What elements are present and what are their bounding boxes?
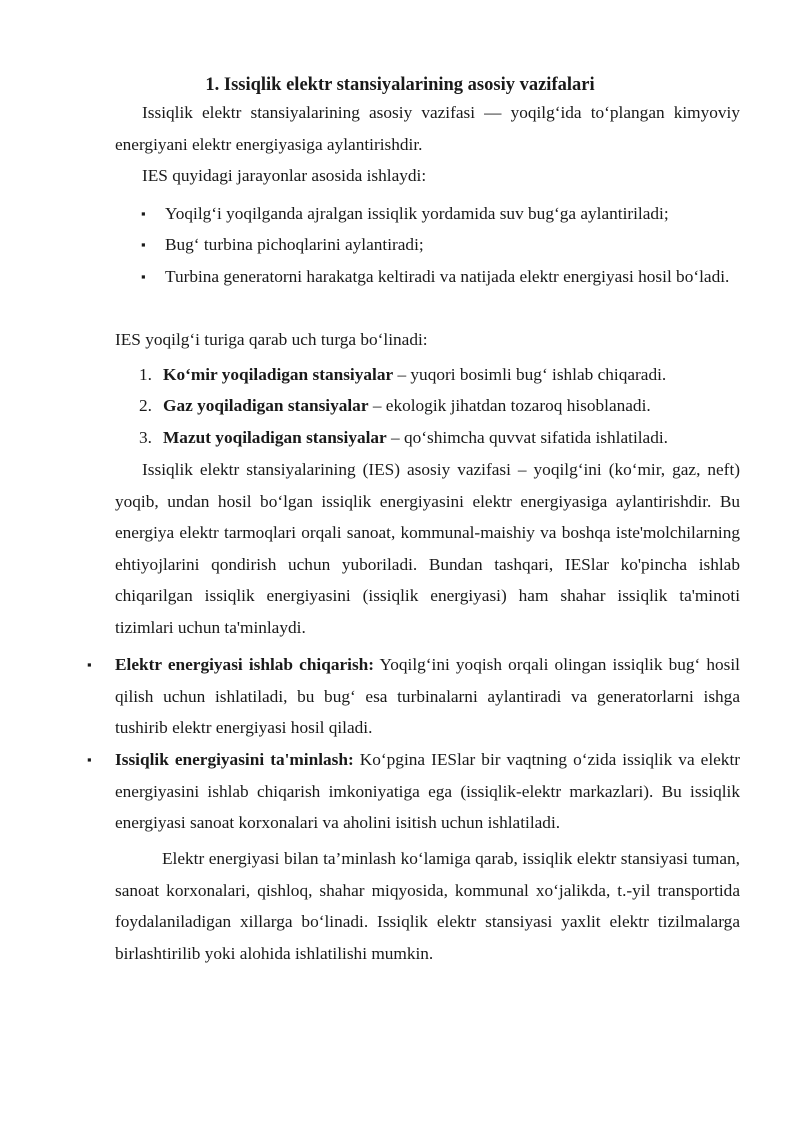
item-description: – yuqori bosimli bug‘ ishlab chiqaradi.: [393, 365, 667, 384]
process-bullet-2: [141, 229, 740, 261]
item-number: 1.: [139, 365, 152, 384]
item-number: 3.: [139, 428, 152, 447]
bullet-text: Bug‘ turbina pichoqlarini aylantiradi;: [165, 235, 424, 254]
bullet-marker: ▪: [87, 657, 92, 672]
bullet-marker: ▪: [87, 752, 92, 767]
item-number: 2.: [139, 396, 152, 415]
bullet-text: Turbina generatorni harakatga keltiradi va natijada elektr energiyasi hosil bo‘ladi.: [165, 267, 730, 286]
item-term: Ko‘mir yoqiladigan stansiyalar: [163, 365, 394, 384]
type-item-1: [139, 359, 743, 391]
process-bullet-1: [141, 198, 740, 230]
item-description: – ekologik jihatdan tozaroq hisoblanadi.: [368, 396, 651, 415]
bullet-marker: ▪: [141, 206, 146, 221]
bullet-text: Yoqilg‘i yoqilganda ajralgan issiqlik yordamida suv bug‘ga aylantiriladi;: [165, 204, 669, 223]
type-item-3: [139, 422, 743, 454]
bullet-marker: ▪: [141, 237, 146, 252]
intro-paragraph: Issiqlik elektr stansiyalarining asosiy vazifasi — yoqilg‘ida to‘plangan kimyoviy energiyani elektr energiyasiga aylantirishdir.: [115, 103, 740, 154]
process-intro: IES quyidagi jarayonlar asosida ishlaydi:: [142, 166, 427, 185]
function-item-heat: [87, 744, 741, 839]
types-intro: IES yoqilg‘i turiga qarab uch turga bo‘linadi:: [115, 330, 428, 349]
item-term: Gaz yoqiladigan stansiyalar: [163, 396, 369, 415]
function-item-electricity: [87, 649, 740, 744]
section-title: 1. Issiqlik elektr stansiyalarining asosiy vazifalari: [205, 75, 595, 95]
function-description: Yoqilg‘ini yoqish orqali olingan issiqlik bug‘ hosil qilish uchun ishlatiladi, bu bug‘ esa turbinalarni aylantiradi va generatorlarni ishga tushirib elektr energiyasi hosil qiladi.: [115, 655, 740, 737]
process-bullet-3: [141, 261, 740, 293]
classification-paragraph: Elektr energiyasi bilan ta’minlash ko‘lamiga qarab, issiqlik elektr stansiyasi tuman, sanoat korxonalari, qishloq, shahar miqyosida, kommunal xo‘jalikda, t.-yil transportida foydalaniladigan xillarga bo‘linadi. Issiqlik elektr stansiyasi yaxlit elektr tizilmalarga birlashtirilib yoki alohida ishlatilishi mumkin.: [115, 849, 740, 963]
item-term: Mazut yoqiladigan stansiyalar: [163, 428, 387, 447]
item-description: – qo‘shimcha quvvat sifatida ishlatiladi.: [386, 428, 668, 447]
type-item-2: [139, 390, 743, 422]
function-description: Ko‘pgina IESlar bir vaqtning o‘zida issiqlik va elektr energiyasini ishlab chiqarish imkoniyatiga ega (issiqlik-elektr markazlari). Bu issiqlik energiyasi sanoat korxonalari va aholini isitish uchun ishlatiladi.: [115, 750, 741, 832]
main-tasks-paragraph: Issiqlik elektr stansiyalarining (IES) asosiy vazifasi – yoqilg‘ini (ko‘mir, gaz, neft) yoqib, undan hosil bo‘lgan issiqlik energiyasini elektr energiyasiga aylantirishdir. Bu energiya elektr tarmoqlari orqali sanoat, kommunal-maishiy va boshqa iste'molchilarning ehtiyojlarini qondirish uchun yuboriladi. Bundan tashqari, IESlar ko'pincha ishlab chiqarilgan issiqlik energiyasini (issiqlik energiyasi) ham shahar issiqlik ta'minoti tizimlari uchun ta'minlaydi.: [115, 460, 740, 637]
function-term: Issiqlik energiyasini ta'minlash:: [115, 750, 354, 769]
function-term: Elektr energiyasi ishlab chiqarish:: [115, 655, 375, 674]
bullet-marker: ▪: [141, 269, 146, 284]
